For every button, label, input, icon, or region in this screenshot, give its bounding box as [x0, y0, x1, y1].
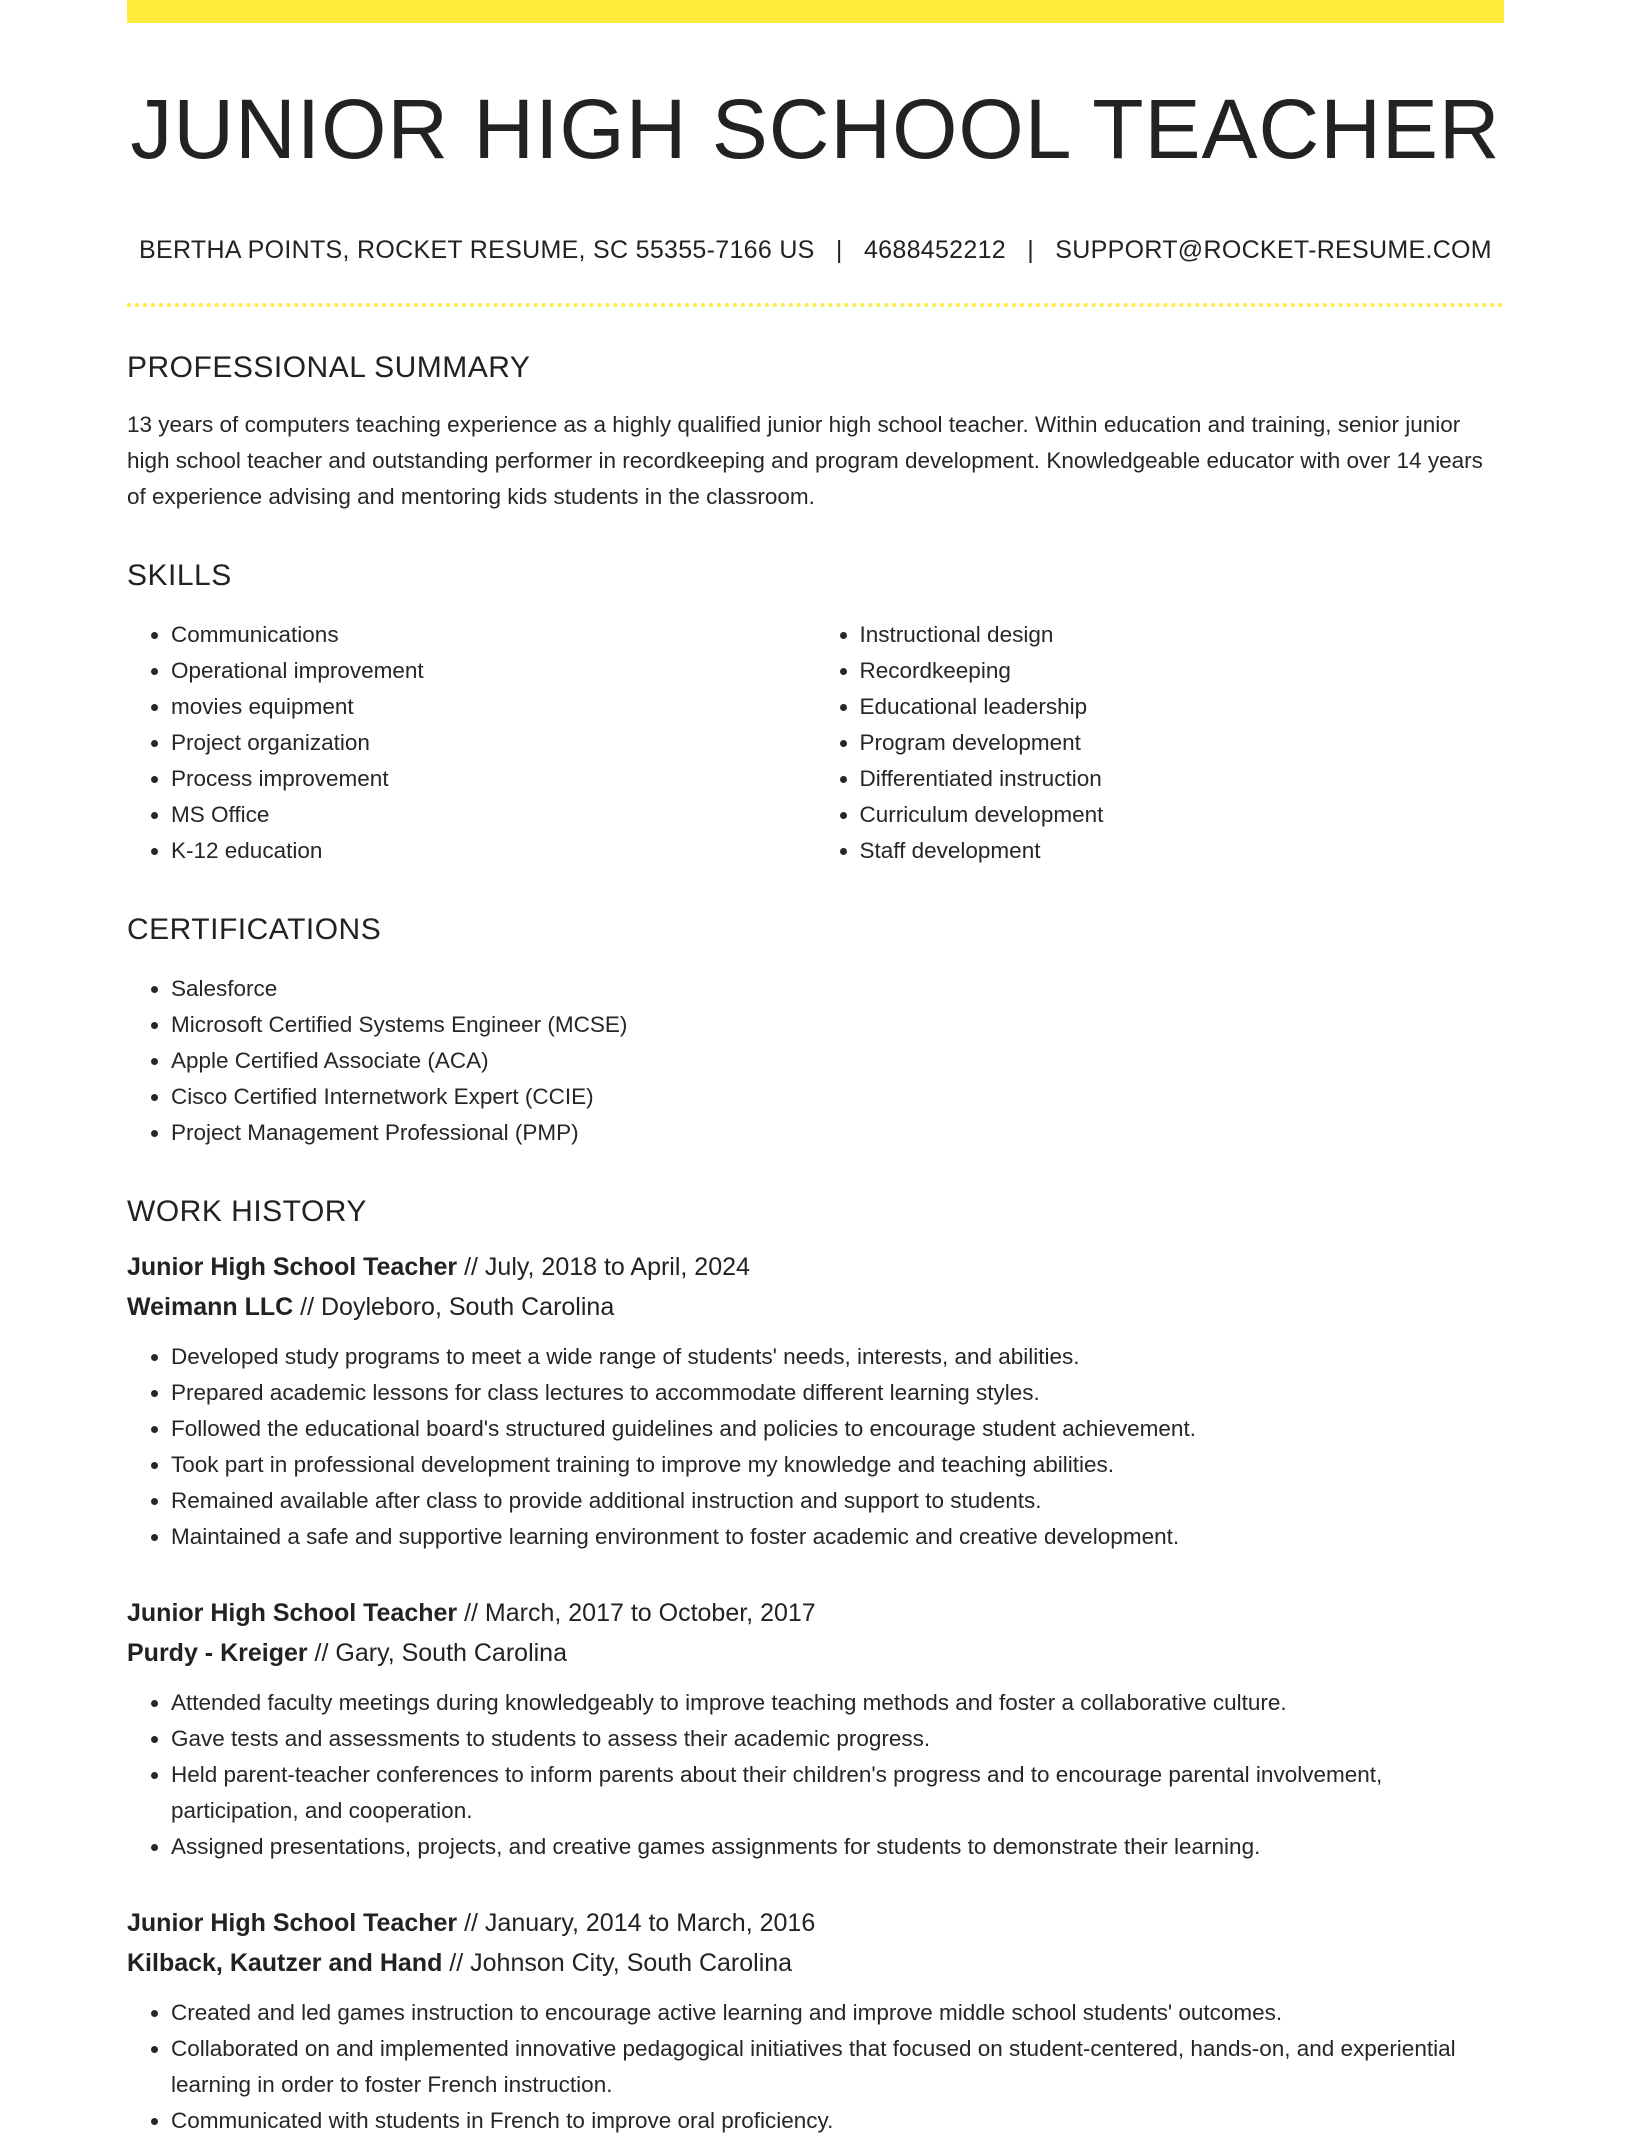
skill-item: • Differentiated instruction	[860, 761, 1505, 797]
job-duty: • Gave tests and assessments to students to assess their academic progress.	[171, 1721, 1504, 1757]
skill-item: • Process improvement	[171, 761, 816, 797]
job-duty: • Remained available after class to provide additional instruction and support to students.	[171, 1483, 1504, 1519]
skill-item: • Instructional design	[860, 617, 1505, 653]
job-duties-list	[127, 1339, 1504, 1555]
certifications-heading: CERTIFICATIONS	[127, 912, 382, 946]
job-duty: • Took part in professional development training to improve my knowledge and teaching abilities.	[171, 1447, 1504, 1483]
dotted-divider	[127, 303, 1504, 307]
job-company: Kilback, Kautzer and Hand	[127, 1948, 443, 1977]
job-duty: • Communicated with students in French to improve oral proficiency.	[171, 2103, 1504, 2139]
skill-item: • Curriculum development	[860, 797, 1505, 833]
job-company-line	[127, 1287, 1504, 1327]
skill-item: • Educational leadership	[860, 689, 1505, 725]
job-duty: • Held parent-teacher conferences to inform parents about their children's progress and to encourage parental involvement, participation, and cooperation.	[171, 1757, 1504, 1829]
job-duty: • Maintained a safe and supportive learning environment to foster academic and creative development.	[171, 1519, 1504, 1555]
skill-item: • Staff development	[860, 833, 1505, 869]
skill-item: • Program development	[860, 725, 1505, 761]
summary-heading: PROFESSIONAL SUMMARY	[127, 350, 531, 384]
job-entry	[127, 1247, 1504, 1555]
job-company-line	[127, 1633, 1504, 1673]
skill-item: • movies equipment	[171, 689, 816, 725]
skill-item: • Operational improvement	[171, 653, 816, 689]
job-entry	[127, 1593, 1504, 1865]
job-duty: • Created and led games instruction to encourage active learning and improve middle school students' outcomes.	[171, 1995, 1504, 2031]
job-location: // Doyleboro, South Carolina	[293, 1292, 615, 1321]
job-company-line	[127, 1943, 1504, 1983]
job-duty: • Assigned presentations, projects, and creative games assignments for students to demonstrate their learning.	[171, 1829, 1504, 1865]
certification-item: • Microsoft Certified Systems Engineer (MCSE)	[171, 1007, 1504, 1043]
work-history-heading: WORK HISTORY	[127, 1194, 367, 1228]
contact-separator: |	[1027, 235, 1035, 264]
job-duties-list	[127, 1995, 1504, 2139]
resume-title: JUNIOR HIGH SCHOOL TEACHER	[130, 82, 1501, 176]
job-dates: // March, 2017 to October, 2017	[457, 1598, 816, 1627]
skill-item: • Recordkeeping	[860, 653, 1505, 689]
certification-item: • Cisco Certified Internetwork Expert (CCIE)	[171, 1079, 1504, 1115]
job-entry	[127, 1903, 1504, 2139]
job-duty: • Developed study programs to meet a wide range of students' needs, interests, and abilities.	[171, 1339, 1504, 1375]
job-title: Junior High School Teacher	[127, 1598, 458, 1627]
contact-email: SUPPORT@ROCKET-RESUME.COM	[1055, 235, 1492, 264]
skills-list-right	[816, 617, 1505, 869]
job-title-line	[127, 1903, 1504, 1943]
job-location: // Gary, South Carolina	[307, 1638, 567, 1667]
resume-page	[127, 0, 1504, 2139]
contact-separator: |	[835, 235, 843, 264]
job-title-line	[127, 1593, 1504, 1633]
contact-address: BERTHA POINTS, ROCKET RESUME, SC 55355-7166 US	[139, 235, 815, 264]
job-location: // Johnson City, South Carolina	[442, 1948, 793, 1977]
certification-item: • Salesforce	[171, 971, 1504, 1007]
job-title: Junior High School Teacher	[127, 1252, 458, 1281]
skills-heading: SKILLS	[127, 558, 232, 592]
job-duty: • Collaborated on and implemented innovative pedagogical initiatives that focused on student-centered, hands-on, and experiential learning in order to foster French instruction.	[171, 2031, 1504, 2103]
job-duty: • Prepared academic lessons for class lectures to accommodate different learning styles.	[171, 1375, 1504, 1411]
contact-phone: 4688452212	[863, 235, 1006, 264]
job-dates: // July, 2018 to April, 2024	[457, 1252, 750, 1281]
top-accent-bar	[127, 0, 1504, 23]
job-dates: // January, 2014 to March, 2016	[457, 1908, 816, 1937]
job-title: Junior High School Teacher	[127, 1908, 458, 1937]
job-duties-list	[127, 1685, 1504, 1865]
skill-item: • Communications	[171, 617, 816, 653]
job-company: Purdy - Kreiger	[127, 1638, 308, 1667]
skills-list-left	[127, 617, 816, 869]
summary-text: 13 years of computers teaching experience as a highly qualified junior high school teacher. Within education and training, senior junior high school teacher and outstanding performer in recordkeeping and program development. Knowledgeable educator with over 14 years of experience advising and mentoring kids students in the classroom.	[127, 411, 1483, 509]
job-title-line	[127, 1247, 1504, 1287]
certification-item: • Apple Certified Associate (ACA)	[171, 1043, 1504, 1079]
skill-item: • Project organization	[171, 725, 816, 761]
skill-item: • MS Office	[171, 797, 816, 833]
certifications-list	[127, 971, 1504, 1151]
job-company: Weimann LLC	[127, 1292, 294, 1321]
certification-item: • Project Management Professional (PMP)	[171, 1115, 1504, 1151]
skills-grid	[127, 617, 1504, 869]
job-duty: • Attended faculty meetings during knowledgeably to improve teaching methods and foster a collaborative culture.	[171, 1685, 1504, 1721]
skill-item: • K-12 education	[171, 833, 816, 869]
job-duty: • Followed the educational board's structured guidelines and policies to encourage student achievement.	[171, 1411, 1504, 1447]
contact-line	[127, 236, 1504, 265]
